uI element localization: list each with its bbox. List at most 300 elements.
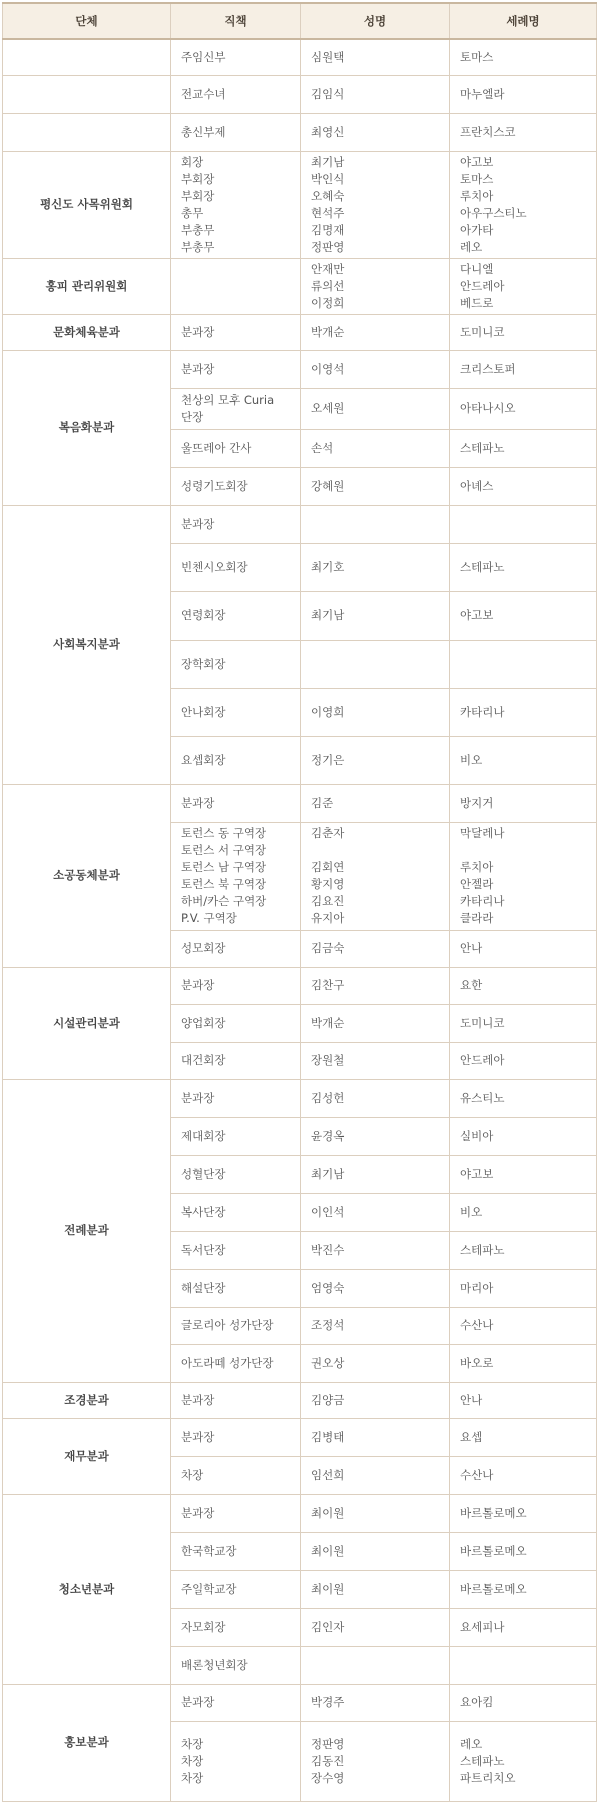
group-name-cell: 소공동체분과 — [3, 784, 171, 967]
table-row — [3, 1418, 597, 1456]
baptismal-name-line: 비오 — [460, 1204, 483, 1219]
baptismal-name-line: 토마스 — [460, 49, 494, 64]
person-name-line: 김성헌 — [311, 1090, 345, 1105]
person-name-cell — [301, 1155, 450, 1193]
baptismal-name-line: 안드레아 — [460, 1053, 505, 1067]
person-name-cell — [301, 151, 450, 258]
person-name-line: 손석 — [311, 440, 334, 455]
role-line: 분과장 — [181, 516, 215, 531]
baptismal-name-line: 도미니코 — [460, 324, 505, 339]
table-row — [3, 1382, 597, 1418]
role-line: 부회장 — [181, 171, 215, 186]
baptismal-name-cell — [450, 1646, 597, 1684]
baptismal-name-line: 카타리나 — [460, 704, 505, 719]
role-line: 토런스 남 구역장 — [181, 860, 267, 874]
baptismal-name-line: 루치아 — [460, 860, 494, 874]
role-line: 복사단장 — [181, 1204, 226, 1219]
table-row — [3, 39, 597, 75]
table-row — [3, 784, 597, 822]
group-name-cell: 평신도 사목위원회 — [3, 151, 171, 258]
person-name-line: 유지아 — [311, 911, 345, 925]
role-line: 단장 — [181, 409, 204, 424]
baptismal-name-cell — [450, 467, 597, 505]
baptismal-name-cell — [450, 822, 597, 930]
group-name-cell: 재무분과 — [3, 1418, 171, 1494]
group-name-cell: 청소년분과 — [3, 1494, 171, 1684]
role-cell — [171, 350, 301, 388]
table-row — [3, 1494, 597, 1532]
role-cell — [171, 967, 301, 1004]
role-line: 자모회장 — [181, 1619, 226, 1634]
role-cell — [171, 1684, 301, 1721]
person-name-cell — [301, 591, 450, 640]
group-name-cell: 시설관리분과 — [3, 967, 171, 1079]
baptismal-name-line: 크리스토퍼 — [460, 361, 516, 376]
person-name-line: 김회연 — [311, 860, 345, 874]
table-row — [3, 1684, 597, 1721]
person-name-cell — [301, 258, 450, 314]
role-cell — [171, 314, 301, 350]
baptismal-name-line: 바르톨로메오 — [460, 1543, 527, 1558]
baptismal-name-line: 안젤라 — [460, 877, 494, 891]
role-line: 차장 — [181, 1467, 204, 1482]
baptismal-name-line: 파트리치오 — [460, 1770, 516, 1785]
role-line: 분과장 — [181, 1090, 215, 1105]
baptismal-name-line: 야고보 — [460, 608, 494, 622]
role-line: 총신부제 — [181, 124, 226, 139]
person-name-cell — [301, 1418, 450, 1456]
role-cell — [171, 1042, 301, 1079]
person-name-line: 이인석 — [311, 1204, 345, 1219]
role-line: 하버/카슨 구역장 — [181, 894, 267, 908]
person-name-cell — [301, 1382, 450, 1418]
role-line: 토런스 북 구역장 — [181, 877, 267, 891]
baptismal-name-cell — [450, 1344, 597, 1382]
role-line: 주임신부 — [181, 49, 226, 64]
baptismal-name-cell — [450, 640, 597, 688]
baptismal-name-line: 바르톨로메오 — [460, 1581, 527, 1596]
table-row — [3, 505, 597, 543]
role-cell — [171, 784, 301, 822]
baptismal-name-line: 수산나 — [460, 1467, 494, 1482]
baptismal-name-cell — [450, 930, 597, 967]
role-line: 차장 — [181, 1770, 204, 1785]
person-name-line: 임선희 — [311, 1467, 345, 1482]
person-name-line: 최이원 — [311, 1543, 345, 1558]
baptismal-name-cell — [450, 1269, 597, 1307]
role-line: 총무 — [181, 205, 204, 220]
role-line: 분과장 — [181, 324, 215, 339]
baptismal-name-cell — [450, 388, 597, 429]
role-line: 토런스 서 구역장 — [181, 843, 267, 857]
person-name-line: 정판영 — [311, 1736, 345, 1751]
role-line — [181, 278, 290, 295]
role-line: 전교수녀 — [181, 86, 226, 101]
role-line: 분과장 — [181, 1695, 215, 1709]
baptismal-name-line: 요세피나 — [460, 1619, 505, 1634]
person-name-cell — [301, 1042, 450, 1079]
person-name-line: 박진수 — [311, 1242, 345, 1257]
baptismal-name-line — [460, 656, 586, 673]
baptismal-name-cell — [450, 1570, 597, 1608]
person-name-cell — [301, 1269, 450, 1307]
baptismal-name-line: 카타리나 — [460, 894, 505, 908]
role-cell — [171, 591, 301, 640]
role-line: 성혈단장 — [181, 1166, 226, 1181]
person-name-cell — [301, 736, 450, 784]
group-name-cell — [3, 113, 171, 151]
person-name-line: 최이원 — [311, 1505, 345, 1520]
person-name-line: 이정희 — [311, 295, 345, 310]
person-name-cell — [301, 1532, 450, 1570]
group-name-cell: 홍보분과 — [3, 1684, 171, 1801]
baptismal-name-line: 레오 — [460, 239, 483, 254]
baptismal-name-line: 마리아 — [460, 1280, 494, 1295]
baptismal-name-line: 실비아 — [460, 1128, 494, 1143]
person-name-cell — [301, 822, 450, 930]
role-cell — [171, 1608, 301, 1646]
person-name-line: 박경주 — [311, 1695, 345, 1709]
role-line: 분과장 — [181, 978, 215, 992]
role-cell — [171, 1494, 301, 1532]
person-name-cell — [301, 429, 450, 467]
table-row — [3, 967, 597, 1004]
baptismal-name-line: 수산나 — [460, 1318, 494, 1332]
role-line: 차장 — [181, 1753, 204, 1768]
person-name-line: 조정석 — [311, 1318, 345, 1332]
role-line: 빈첸시오회장 — [181, 559, 248, 574]
person-name-cell — [301, 1684, 450, 1721]
baptismal-name-line: 스테파노 — [460, 1242, 505, 1257]
person-name-line: 심원택 — [311, 49, 345, 64]
person-name-cell — [301, 39, 450, 75]
baptismal-name-line — [460, 1657, 586, 1674]
role-line: 아도라떼 성가단장 — [181, 1355, 274, 1370]
baptismal-name-line: 토마스 — [460, 171, 494, 186]
role-line: 연령회장 — [181, 608, 226, 622]
role-line: 양업회장 — [181, 1015, 226, 1030]
baptismal-name-cell — [450, 1532, 597, 1570]
baptismal-name-cell — [450, 736, 597, 784]
role-cell — [171, 822, 301, 930]
person-name-cell — [301, 1004, 450, 1042]
baptismal-name-line: 아녜스 — [460, 478, 494, 493]
role-line: 분과장 — [181, 1392, 215, 1407]
person-name-line: 김명재 — [311, 222, 345, 237]
person-name-cell — [301, 784, 450, 822]
baptismal-name-cell — [450, 1382, 597, 1418]
role-cell — [171, 1193, 301, 1231]
role-line: 분과장 — [181, 1505, 215, 1520]
role-cell — [171, 113, 301, 151]
role-cell — [171, 1418, 301, 1456]
person-name-cell — [301, 350, 450, 388]
person-name-cell — [301, 314, 450, 350]
person-name-cell — [301, 1570, 450, 1608]
baptismal-name-cell — [450, 39, 597, 75]
role-cell — [171, 151, 301, 258]
person-name-cell — [301, 1231, 450, 1269]
role-cell — [171, 1646, 301, 1684]
group-name-cell: 사회복지분과 — [3, 505, 171, 784]
role-cell — [171, 75, 301, 113]
baptismal-name-cell — [450, 1418, 597, 1456]
baptismal-name-cell — [450, 967, 597, 1004]
baptismal-name-cell — [450, 1155, 597, 1193]
person-name-line: 장수영 — [311, 1770, 345, 1785]
baptismal-name-line: 바르톨로메오 — [460, 1505, 527, 1520]
baptismal-name-line: 아우구스티노 — [460, 205, 527, 220]
baptismal-name-cell — [450, 1193, 597, 1231]
baptismal-name-cell — [450, 1721, 597, 1801]
baptismal-name-line: 비오 — [460, 752, 483, 767]
person-name-line: 김인자 — [311, 1619, 345, 1634]
baptismal-name-line: 마누엘라 — [460, 86, 505, 101]
group-name-cell: 문화체육분과 — [3, 314, 171, 350]
role-cell — [171, 429, 301, 467]
person-name-cell — [301, 1079, 450, 1117]
person-name-cell — [301, 1307, 450, 1344]
role-line: 토런스 동 구역장 — [181, 826, 267, 840]
role-cell — [171, 1079, 301, 1117]
person-name-line: 김준 — [311, 795, 334, 810]
person-name-cell — [301, 1721, 450, 1801]
baptismal-name-cell — [450, 1684, 597, 1721]
role-line: 울뜨레아 간사 — [181, 440, 252, 455]
person-name-line: 류의선 — [311, 278, 345, 293]
role-cell — [171, 1344, 301, 1382]
baptismal-name-line: 스테파노 — [460, 1753, 505, 1768]
role-line: 성모회장 — [181, 941, 226, 955]
header-baptismal-name: 세례명 — [450, 3, 597, 39]
role-cell — [171, 688, 301, 736]
role-cell — [171, 388, 301, 429]
baptismal-name-cell — [450, 505, 597, 543]
group-name-cell — [3, 75, 171, 113]
baptismal-name-line: 요셉 — [460, 1429, 483, 1444]
role-line: 독서단장 — [181, 1242, 226, 1257]
baptismal-name-cell — [450, 1004, 597, 1042]
role-line: 주일학교장 — [181, 1581, 237, 1596]
table-body — [3, 39, 597, 1801]
person-name-line: 장원철 — [311, 1053, 345, 1067]
role-line: 배론청년회장 — [181, 1657, 248, 1672]
person-name-cell — [301, 930, 450, 967]
baptismal-name-cell — [450, 1042, 597, 1079]
baptismal-name-line: 요한 — [460, 978, 483, 992]
person-name-cell — [301, 1117, 450, 1155]
person-name-line: 엄영숙 — [311, 1280, 345, 1295]
person-name-cell — [301, 1608, 450, 1646]
baptismal-name-cell — [450, 543, 597, 591]
baptismal-name-cell — [450, 1456, 597, 1494]
role-line: 안나회장 — [181, 704, 226, 719]
person-name-line — [311, 656, 439, 673]
baptismal-name-cell — [450, 1117, 597, 1155]
role-line: 장학회장 — [181, 656, 226, 671]
baptismal-name-cell — [450, 314, 597, 350]
baptismal-name-cell — [450, 1608, 597, 1646]
person-name-cell — [301, 388, 450, 429]
person-name-line: 오세원 — [311, 401, 345, 415]
person-name-line: 황지영 — [311, 877, 345, 891]
person-name-cell — [301, 967, 450, 1004]
role-cell — [171, 1307, 301, 1344]
role-cell — [171, 1004, 301, 1042]
baptismal-name-line: 스테파노 — [460, 559, 505, 574]
baptismal-name-line — [460, 516, 586, 533]
person-name-line: 최기남 — [311, 608, 345, 622]
role-line: 분과장 — [181, 795, 215, 810]
baptismal-name-cell — [450, 258, 597, 314]
role-cell — [171, 1231, 301, 1269]
role-line: 성령기도회장 — [181, 478, 248, 493]
person-name-cell — [301, 688, 450, 736]
person-name-cell — [301, 467, 450, 505]
person-name-line: 김임식 — [311, 86, 345, 101]
baptismal-name-cell — [450, 151, 597, 258]
baptismal-name-line: 안나 — [460, 1392, 483, 1407]
baptismal-name-line: 도미니코 — [460, 1015, 505, 1030]
person-name-line: 김찬구 — [311, 978, 345, 992]
role-cell — [171, 930, 301, 967]
organization-table — [2, 2, 597, 1802]
baptismal-name-cell — [450, 1079, 597, 1117]
role-line: 회장 — [181, 154, 204, 169]
role-cell — [171, 505, 301, 543]
person-name-line — [311, 1657, 439, 1674]
person-name-line: 김춘자 — [311, 826, 345, 840]
role-cell — [171, 1269, 301, 1307]
person-name-line: 박인식 — [311, 171, 345, 186]
baptismal-name-line: 야고보 — [460, 1166, 494, 1181]
header-group: 단체 — [3, 3, 171, 39]
baptismal-name-line — [460, 842, 586, 859]
role-cell — [171, 1117, 301, 1155]
table-row — [3, 1079, 597, 1117]
role-line: 부총무 — [181, 222, 215, 237]
role-line: 차장 — [181, 1736, 204, 1751]
person-name-line: 권오상 — [311, 1355, 345, 1370]
role-line: 글로리아 성가단장 — [181, 1318, 274, 1332]
person-name-line: 최기호 — [311, 559, 345, 574]
person-name-line: 정판영 — [311, 239, 345, 254]
role-cell — [171, 1155, 301, 1193]
person-name-line: 김병태 — [311, 1429, 345, 1444]
role-line: 부총무 — [181, 239, 215, 254]
baptismal-name-cell — [450, 429, 597, 467]
role-cell — [171, 1382, 301, 1418]
baptismal-name-line: 아가타 — [460, 222, 494, 237]
role-cell — [171, 1721, 301, 1801]
baptismal-name-cell — [450, 1307, 597, 1344]
person-name-cell — [301, 1456, 450, 1494]
baptismal-name-cell — [450, 1231, 597, 1269]
baptismal-name-cell — [450, 784, 597, 822]
group-name-cell: 복음화분과 — [3, 350, 171, 505]
header-role: 직책 — [171, 3, 301, 39]
table-row — [3, 113, 597, 151]
baptismal-name-line: 안드레아 — [460, 278, 505, 293]
person-name-line: 최이원 — [311, 1581, 345, 1596]
person-name-line: 이영석 — [311, 361, 345, 376]
role-cell — [171, 39, 301, 75]
baptismal-name-line: 스테파노 — [460, 440, 505, 455]
person-name-line — [311, 842, 439, 859]
table-row — [3, 314, 597, 350]
person-name-line: 강혜원 — [311, 478, 345, 493]
group-name-cell — [3, 39, 171, 75]
table-row — [3, 350, 597, 388]
role-cell — [171, 1570, 301, 1608]
person-name-cell — [301, 1646, 450, 1684]
baptismal-name-cell — [450, 113, 597, 151]
role-line: 한국학교장 — [181, 1543, 237, 1558]
person-name-line — [311, 516, 439, 533]
person-name-line: 현석주 — [311, 205, 345, 220]
person-name-cell — [301, 113, 450, 151]
header-row — [3, 3, 597, 39]
role-line: 천상의 모후 Curia — [181, 392, 275, 407]
table-row — [3, 75, 597, 113]
role-line: 제대회장 — [181, 1128, 226, 1143]
group-name-cell: 전례분과 — [3, 1079, 171, 1382]
baptismal-name-line: 프란치스코 — [460, 124, 516, 139]
baptismal-name-line: 바오로 — [460, 1355, 494, 1370]
baptismal-name-cell — [450, 688, 597, 736]
baptismal-name-line: 레오 — [460, 1736, 483, 1751]
table-row — [3, 151, 597, 258]
baptismal-name-line: 막달레나 — [460, 826, 505, 840]
person-name-line: 오혜숙 — [311, 188, 345, 203]
baptismal-name-line: 방지거 — [460, 795, 494, 810]
person-name-cell — [301, 640, 450, 688]
baptismal-name-line: 베드로 — [460, 295, 494, 310]
person-name-line: 김양금 — [311, 1392, 345, 1407]
person-name-line: 최영신 — [311, 124, 345, 139]
baptismal-name-line: 루치아 — [460, 188, 494, 203]
person-name-line: 최기남 — [311, 154, 345, 169]
role-line: 대건회장 — [181, 1053, 226, 1067]
role-cell — [171, 1456, 301, 1494]
baptismal-name-line: 클라라 — [460, 911, 494, 925]
person-name-cell — [301, 75, 450, 113]
baptismal-name-line: 안나 — [460, 941, 483, 955]
person-name-line: 이영희 — [311, 704, 345, 719]
table-header — [3, 3, 597, 39]
role-cell — [171, 467, 301, 505]
person-name-line: 김금숙 — [311, 941, 345, 955]
baptismal-name-line: 다니엘 — [460, 261, 494, 276]
role-line: P.V. 구역장 — [181, 911, 237, 925]
person-name-cell — [301, 1494, 450, 1532]
person-name-line: 안재만 — [311, 261, 345, 276]
baptismal-name-line: 요아킴 — [460, 1695, 494, 1709]
person-name-cell — [301, 505, 450, 543]
baptismal-name-line: 유스티노 — [460, 1090, 505, 1105]
role-line: 분과장 — [181, 1429, 215, 1444]
role-cell — [171, 258, 301, 314]
person-name-line: 박개순 — [311, 324, 345, 339]
person-name-line: 김요진 — [311, 894, 345, 908]
person-name-line: 김동진 — [311, 1753, 345, 1768]
baptismal-name-line: 야고보 — [460, 154, 494, 169]
header-name: 성명 — [301, 3, 450, 39]
person-name-line: 정기은 — [311, 752, 345, 767]
baptismal-name-line: 아타나시오 — [460, 401, 516, 415]
person-name-line: 최기남 — [311, 1166, 345, 1181]
baptismal-name-cell — [450, 591, 597, 640]
